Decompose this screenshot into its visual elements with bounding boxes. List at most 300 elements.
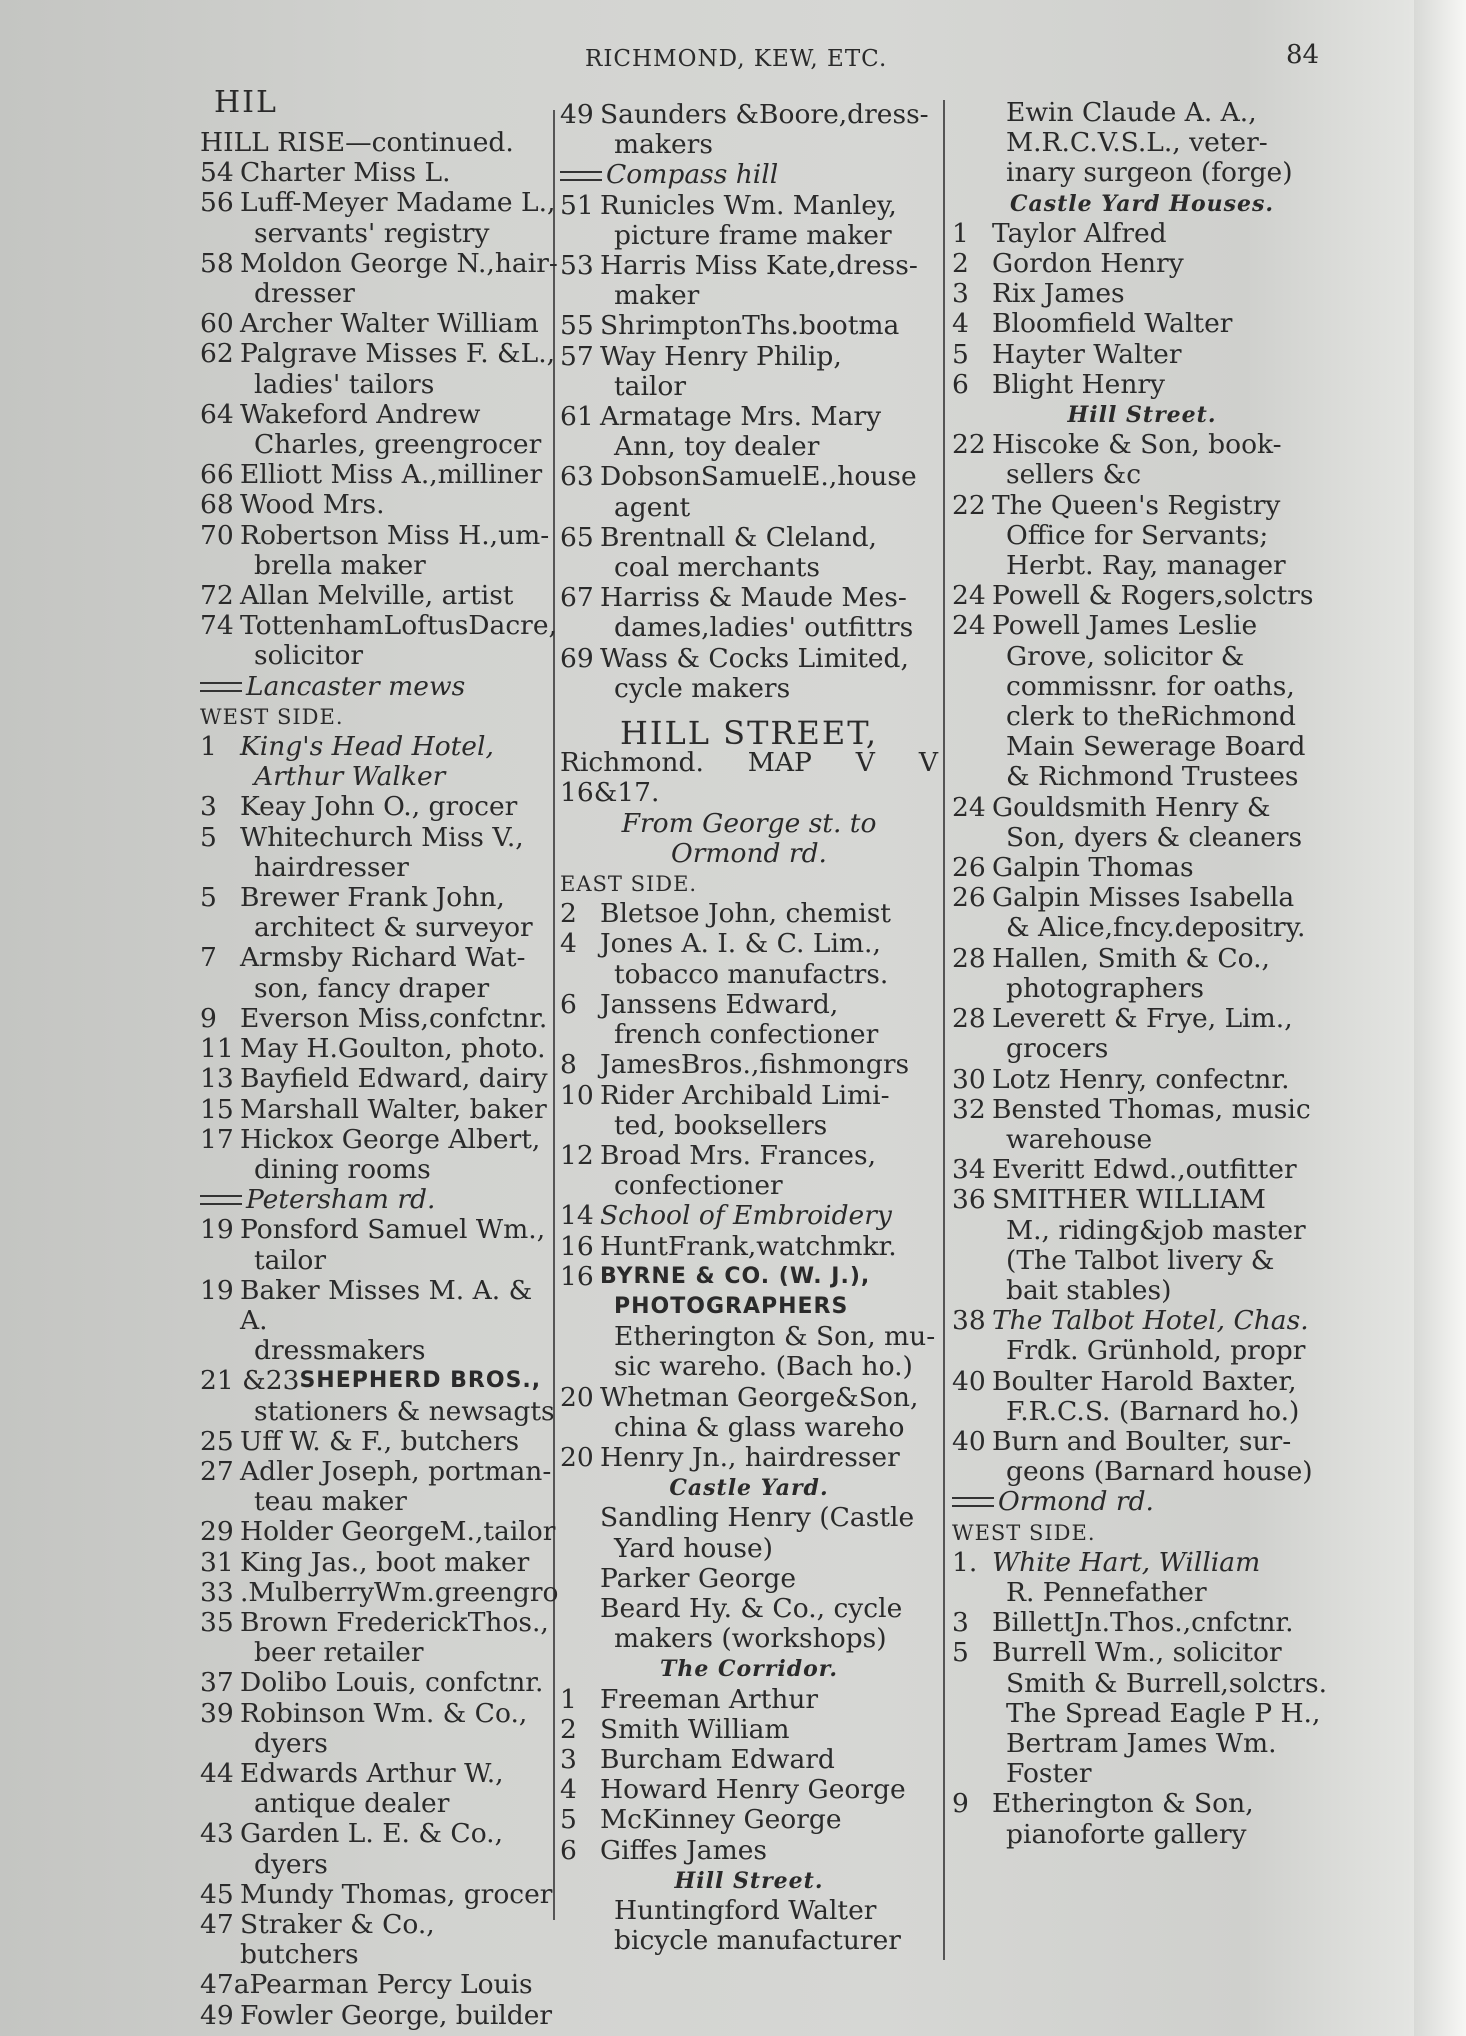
directory-entry [560, 1141, 938, 1171]
entry-continuation: Arthur Walker [254, 761, 446, 793]
directory-entry [560, 1805, 938, 1835]
entry-number: 5 [200, 821, 217, 853]
entry-line: Etherington & Son, mu- [614, 1321, 936, 1353]
entry-name: ShrimptonThs.bootma [600, 310, 900, 342]
entry-number: 17 [200, 1123, 234, 1155]
sub-heading: Hill Street. [674, 1867, 824, 1894]
entry-name: McKinney George [600, 1804, 842, 1836]
entry-number: 70 [200, 519, 234, 551]
directory-entry [200, 823, 560, 853]
entry-line: Huntingford Walter [614, 1894, 877, 1926]
entry-number: 28 [952, 942, 986, 974]
entry-continuation: teau maker [254, 1486, 407, 1518]
entry-continuation: tailor [614, 370, 687, 402]
entry-name: Elliott Miss A.,milliner [240, 459, 543, 491]
entry-name: TottenhamLoftusDacre, [240, 610, 557, 642]
sub-heading: Hill Street. [1067, 402, 1217, 429]
entry-number: 8 [560, 1049, 577, 1081]
entry-continuation: dresser [254, 278, 355, 310]
entry-name: Henry Jn., hairdresser [600, 1441, 900, 1473]
entry-name: Hickox George Albert, [240, 1123, 541, 1155]
entry-line: Smith & Burrell,solctrs. [1006, 1667, 1328, 1699]
directory-entry [560, 1775, 938, 1805]
entry-number: 6 [952, 368, 969, 400]
directory-entry [200, 1548, 560, 1578]
entry-number: 40 [952, 1425, 986, 1457]
entry-continuation: dining rooms [254, 1153, 431, 1185]
entry-name: Parker George [600, 1562, 797, 1594]
entry-name: Howard Henry George [600, 1774, 906, 1806]
entry-name: Everson Miss,confctnr. [240, 1002, 548, 1034]
entry-line: Etherington & Son, [992, 1788, 1254, 1820]
entry-number: 4 [952, 308, 969, 340]
directory-entry [560, 191, 938, 221]
entry-name: Boulter Harold Baxter, [992, 1365, 1297, 1397]
entry-name: Armatage Mrs. Mary [600, 401, 882, 433]
entry-continuation: sellers &c [1006, 459, 1142, 491]
directory-entry [952, 249, 1332, 279]
entry-continuation: dressmakers [254, 1335, 426, 1367]
entry-continuation: photographers [1006, 972, 1204, 1004]
entry-name: Gordon Henry [992, 248, 1184, 280]
directory-entry [952, 1095, 1332, 1125]
entry-continuation: son, fancy draper [254, 972, 490, 1004]
directory-entry [560, 100, 938, 130]
entry-name: BYRNE & CO. (W. J.), [600, 1263, 871, 1289]
entry-continuation: confectioner [614, 1170, 783, 1202]
entry-line: bicycle manufacturer [614, 1925, 901, 1957]
directory-entry [200, 1276, 560, 1336]
entry-number: 60 [200, 308, 234, 340]
entry-number: 29 [200, 1516, 234, 1548]
entry-number: 37 [200, 1667, 234, 1699]
entry-name: Beard Hy. & Co., cycle [600, 1592, 903, 1624]
directory-entry [560, 1201, 938, 1231]
entry-continuation: french confectioner [614, 1019, 879, 1051]
entry-continuation: Ann, toy dealer [614, 431, 820, 463]
entry-number: 40 [952, 1365, 986, 1397]
entry-continuation: maker [614, 280, 700, 312]
entry-number: 24 [952, 791, 986, 823]
side-heading: EAST SIDE. [560, 872, 698, 897]
entry-name: Wakeford Andrew [240, 398, 481, 430]
directory-entry [560, 1685, 938, 1715]
entry-name: Whitechurch Miss V., [240, 821, 524, 853]
entry-number: 53 [560, 250, 594, 282]
entry-line: (The Talbot livery & [1006, 1244, 1275, 1276]
directory-entry [952, 883, 1332, 913]
entry-name: Burn and Boulter, sur- [992, 1425, 1292, 1457]
directory-entry [952, 581, 1332, 611]
entry-name: Jones A. I. & C. Lim., [600, 928, 881, 960]
entry-number: 31 [200, 1546, 234, 1578]
entry-continuation: coal merchants [614, 552, 820, 584]
entry-name: Garden L. E. & Co., [240, 1818, 504, 1850]
entry-name: Brown FrederickThos., [240, 1606, 549, 1638]
directory-entry [952, 853, 1332, 883]
entry-number: 26 [952, 882, 986, 914]
sub-heading: Castle Yard Houses. [1009, 190, 1275, 217]
entry-continuation: & Alice,fncy.depositry. [1006, 912, 1306, 944]
entry-continuation: dames,ladies' outfittrs [614, 612, 914, 644]
entry-line: Grove, solicitor & [1006, 640, 1245, 672]
directory-entry [952, 430, 1332, 460]
directory-entry [952, 1638, 1332, 1668]
directory-entry [200, 1819, 560, 1849]
entry-number: 64 [200, 398, 234, 430]
entry-name: Saunders &Boore,dress- [600, 99, 929, 130]
entry-number: 6 [560, 988, 577, 1020]
entry-number: 38 [952, 1305, 986, 1337]
entry-number: 3 [560, 1743, 577, 1775]
entry-number: 56 [200, 187, 234, 219]
entry-name: Brewer Frank John, [240, 882, 505, 914]
directory-entry [560, 402, 938, 432]
entry-name: Lotz Henry, confectnr. [992, 1063, 1290, 1095]
directory-entry [200, 1034, 560, 1064]
entry-name: Gouldsmith Henry & [992, 791, 1271, 823]
directory-entry [560, 583, 938, 613]
directory-entry [200, 249, 560, 279]
entry-name: Mundy Thomas, grocer [240, 1878, 553, 1910]
entry-name: Wass & Cocks Limited, [600, 642, 909, 674]
directory-entry [200, 1608, 560, 1638]
entry-number: 13 [200, 1063, 234, 1095]
entry-number: 2 [560, 898, 577, 930]
entry-line: Foster [1006, 1758, 1092, 1790]
entry-continuation: grocers [1006, 1033, 1109, 1065]
entry-name: Galpin Misses Isabella [992, 882, 1295, 914]
directory-entry [952, 1155, 1332, 1185]
entry-number [560, 1594, 600, 1624]
directory-entry [200, 2001, 560, 2031]
entry-number: 20 [560, 1381, 594, 1413]
entry-name: Pearman Percy Louis [249, 1969, 533, 2001]
directory-entry [952, 1367, 1332, 1397]
directory-entry [560, 1715, 938, 1745]
entry-number: 6 [560, 1834, 577, 1866]
entry-name: Armsby Richard Wat- [240, 942, 526, 974]
entry-name: Moldon George N.,hair- [240, 247, 558, 279]
directory-entry [952, 340, 1332, 370]
directory-entry [200, 1759, 560, 1789]
directory-entry [200, 732, 560, 762]
entry-name: Way Henry Philip, [600, 340, 842, 372]
entry-continuation: Charles, greengrocer [254, 429, 542, 461]
side-heading: WEST SIDE. [952, 1520, 1096, 1545]
directory-entry [200, 1457, 560, 1487]
entry-name: Uff W. & F., butchers [240, 1425, 520, 1457]
entry-line: Powell James Leslie [992, 610, 1258, 642]
entry-continuation: Yard house) [614, 1532, 773, 1564]
directory-entry [200, 581, 560, 611]
directory-entry [560, 899, 938, 929]
entry-name: SHEPHERD BROS., [299, 1368, 542, 1394]
entry-number: 11 [200, 1033, 234, 1065]
continued-heading: HILL RISE—continued. [200, 127, 514, 158]
entry-name: .MulberryWm.greengro [240, 1576, 559, 1608]
cross-ref: Compass hill [560, 160, 938, 190]
entry-number: 2 [560, 1713, 577, 1745]
entry-number: 49 [200, 1999, 234, 2031]
directory-entry [200, 943, 560, 973]
entry-name: Hallen, Smith & Co., [992, 942, 1270, 974]
entry-number: 55 [560, 310, 594, 342]
entry-continuation: agent [614, 491, 691, 523]
entry-line: Herbt. Ray, manager [1006, 550, 1286, 582]
entry-name: Ponsford Samuel Wm., [240, 1214, 546, 1246]
entry-line: M.R.C.V.S.L., veter- [1006, 127, 1268, 159]
entry-number: 9 [200, 1002, 217, 1034]
entry-number: 24 [952, 610, 986, 642]
directory-entry [952, 1004, 1332, 1034]
entry-line: Ewin Claude A. A., [1006, 97, 1257, 128]
directory-entry [200, 1095, 560, 1125]
directory-entry [952, 1065, 1332, 1095]
entry-number: 27 [200, 1455, 234, 1487]
entry-name: Adler Joseph, portman- [240, 1455, 552, 1487]
entry-continuation: dyers [254, 1848, 328, 1880]
entry-continuation: makers [614, 129, 713, 161]
directory-entry [560, 1081, 938, 1111]
entry-continuation: warehouse [1006, 1123, 1153, 1155]
entry-line: Office for Servants; [1006, 519, 1269, 551]
entry-line: Main Sewerage Board [1006, 731, 1306, 763]
sub-heading: Castle Yard. [669, 1475, 829, 1502]
directory-entry [200, 1970, 560, 2000]
directory-entry [560, 1262, 938, 1292]
entry-number: 49 [560, 99, 594, 130]
entry-number: 21 &23 [200, 1365, 300, 1397]
entry-continuation: picture frame maker [614, 219, 892, 251]
entry-name: Harris Miss Kate,dress- [600, 250, 918, 282]
entry-number: 15 [200, 1093, 234, 1125]
entry-number: 61 [560, 401, 594, 433]
street-to: Ormond rd. [671, 837, 827, 869]
directory-entry [200, 1517, 560, 1547]
entry-name: Archer Walter William [240, 308, 539, 340]
entry-number: 14 [560, 1200, 594, 1232]
entry-number: 45 [200, 1878, 234, 1910]
street-heading: HILL STREET, [619, 714, 879, 753]
entry-name: Janssens Edward, [600, 988, 839, 1020]
directory-entry [200, 883, 560, 913]
entry-number: 2 [952, 248, 969, 280]
entry-name: Freeman Arthur [600, 1683, 819, 1715]
entry-continuation: cycle makers [614, 672, 791, 704]
entry-name: Hiscoke & Son, book- [992, 429, 1282, 461]
directory-entry [952, 279, 1332, 309]
column-1 [200, 128, 560, 2031]
directory-entry [952, 793, 1332, 823]
entry-continuation: tobacco manufactrs. [614, 958, 889, 990]
entry-continuation: tailor [254, 1244, 327, 1276]
column-rule-right [943, 100, 945, 1960]
directory-entry [560, 990, 938, 1020]
entry-name: Dolibo Louis, confctnr. [240, 1667, 544, 1699]
entry-name: Everitt Edwd.,outfitter [992, 1154, 1297, 1186]
entry-number: 1 [200, 731, 217, 763]
entry-name: Luff-Meyer Madame L., [240, 187, 556, 219]
entry-name: Wood Mrs. [240, 489, 385, 521]
column-2 [560, 100, 938, 1956]
entry-name: Blight Henry [992, 368, 1166, 400]
directory-entry [560, 462, 938, 492]
entry-number: 30 [952, 1063, 986, 1095]
directory-entry [200, 1064, 560, 1094]
entry-number: 35 [200, 1606, 234, 1638]
directory-entry [200, 792, 560, 822]
entry-number: 20 [560, 1441, 594, 1473]
entry-name: May H.Goulton, photo. [240, 1033, 546, 1065]
directory-entry [560, 342, 938, 372]
entry-number: 58 [200, 247, 234, 279]
entry-name: Sandling Henry (Castle [600, 1502, 915, 1534]
entry-line: Bertram James Wm. [1006, 1727, 1277, 1759]
entry-continuation: beer retailer [254, 1637, 424, 1669]
entry-name: Taylor Alfred [992, 217, 1167, 249]
directory-entry [200, 1668, 560, 1698]
entry-continuation: brella maker [254, 549, 426, 581]
directory-entry [200, 309, 560, 339]
directory-entry [952, 944, 1332, 974]
entry-number: 1 [952, 217, 969, 249]
entry-number: 62 [200, 338, 234, 370]
entry-number: 54 [200, 157, 234, 189]
entry-name: Whetman George&Son, [600, 1381, 919, 1413]
directory-entry [200, 460, 560, 490]
entry-number: 43 [200, 1818, 234, 1850]
directory-entry [952, 1608, 1332, 1638]
sub-heading: The Corridor. [659, 1656, 839, 1683]
directory-entry [560, 1836, 938, 1866]
entry-name: Runicles Wm. Manley, [600, 189, 897, 221]
entry-number: 22 [952, 429, 986, 461]
entry-number [560, 1503, 600, 1533]
entry-name: Bensted Thomas, music [992, 1093, 1311, 1125]
entry-number: 16 [560, 1260, 594, 1292]
directory-entry [560, 1503, 938, 1533]
entry-name: HuntFrank,watchmkr. [600, 1230, 897, 1262]
entry-number: 10 [560, 1079, 594, 1111]
directory-entry [560, 1050, 938, 1080]
entry-number: 4 [560, 1774, 577, 1806]
entry-name: Harriss & Maude Mes- [600, 582, 907, 614]
entry-line: sic wareho. (Bach ho.) [614, 1351, 913, 1383]
entry-name: Edwards Arthur W., [240, 1757, 504, 1789]
entry-name: Keay John O., grocer [240, 791, 518, 823]
entry-name: Burrell Wm., solicitor [992, 1637, 1282, 1669]
directory-entry [200, 1699, 560, 1729]
entry-number: 66 [200, 459, 234, 491]
entry-number: 72 [200, 580, 234, 612]
entry-continuation: architect & surveyor [254, 912, 533, 944]
entry-number: 3 [200, 791, 217, 823]
entry-name: Bletsoe John, chemist [600, 898, 891, 930]
entry-name: Straker & Co., butchers [240, 1908, 435, 1971]
entry-continuation: F.R.C.S. (Barnard ho.) [1006, 1395, 1300, 1427]
entry-name: King's Head Hotel, [240, 731, 494, 763]
entry-number: 44 [200, 1757, 234, 1789]
entry-line: pianoforte gallery [1006, 1818, 1247, 1850]
entry-line: inary surgeon (forge) [1006, 157, 1293, 189]
directory-entry [200, 1366, 560, 1396]
entry-name: Fowler George, builder [240, 1999, 553, 2031]
directory-entry [560, 311, 938, 341]
entry-number: 28 [952, 1003, 986, 1035]
directory-entry [200, 1427, 560, 1457]
entry-number: 26 [952, 852, 986, 884]
directory-entry [200, 1880, 560, 1910]
entry-number: 16 [560, 1230, 594, 1262]
directory-entry [200, 158, 560, 188]
directory-entry [560, 929, 938, 959]
directory-entry [560, 1383, 938, 1413]
entry-number: 12 [560, 1139, 594, 1171]
entry-name: Rix James [992, 278, 1125, 310]
directory-entry [200, 1215, 560, 1245]
entry-line: M., riding&job master [1006, 1214, 1306, 1246]
running-title: RICHMOND, KEW, ETC. [585, 46, 888, 72]
entry-continuation: PHOTOGRAPHERS [614, 1293, 849, 1319]
entry-number: 1. [952, 1546, 978, 1578]
entry-number: 5 [560, 1804, 577, 1836]
entry-number [560, 1564, 600, 1594]
entry-name: Allan Melville, artist [240, 580, 514, 612]
directory-entry [952, 370, 1332, 400]
directory-entry [200, 1578, 560, 1608]
entry-number: 34 [952, 1154, 986, 1186]
directory-entry [200, 1910, 560, 1970]
entry-line: clerk to theRichmond [1006, 701, 1297, 733]
column-3 [952, 98, 1332, 1850]
catchword: HIL [214, 85, 278, 120]
entry-number: 19 [200, 1274, 234, 1306]
entry-name: Smith William [600, 1713, 790, 1745]
entry-name: Giffes James [600, 1834, 768, 1866]
entry-number: 5 [952, 1637, 969, 1669]
directory-entry [952, 1427, 1332, 1457]
directory-entry [952, 309, 1332, 339]
entry-name: Leverett & Frye, Lim., [992, 1003, 1293, 1035]
entry-name: DobsonSamuelE.,house [600, 461, 917, 493]
entry-name: Robinson Wm. & Co., [240, 1697, 528, 1729]
entry-name: King Jas., boot maker [240, 1546, 530, 1578]
entry-continuation: dyers [254, 1727, 328, 1759]
entry-name: Bloomfield Walter [992, 308, 1233, 340]
directory-entry [200, 339, 560, 369]
entry-number: 25 [200, 1425, 234, 1457]
directory-entry [200, 490, 560, 520]
entry-continuation: antique dealer [254, 1788, 450, 1820]
entry-line: & Richmond Trustees [1006, 761, 1299, 793]
entry-number: 5 [200, 882, 217, 914]
entry-name: Powell & Rogers,solctrs [992, 580, 1314, 612]
entry-line: The Queen's Registry [992, 489, 1281, 521]
directory-entry [200, 611, 560, 641]
entry-number: 47a [200, 1969, 250, 2001]
entry-number: 57 [560, 340, 594, 372]
directory-entry [560, 1564, 938, 1594]
entry-number: 68 [200, 489, 234, 521]
entry-number: 1 [560, 1683, 577, 1715]
entry-name: Rider Archibald Limi- [600, 1079, 890, 1111]
directory-entry [560, 1594, 938, 1624]
entry-name: Palgrave Misses F. &L., [240, 338, 556, 370]
entry-line: SMITHER WILLIAM [992, 1184, 1266, 1216]
entry-continuation: hairdresser [254, 851, 409, 883]
entry-continuation: stationers & newsagts [254, 1395, 555, 1427]
